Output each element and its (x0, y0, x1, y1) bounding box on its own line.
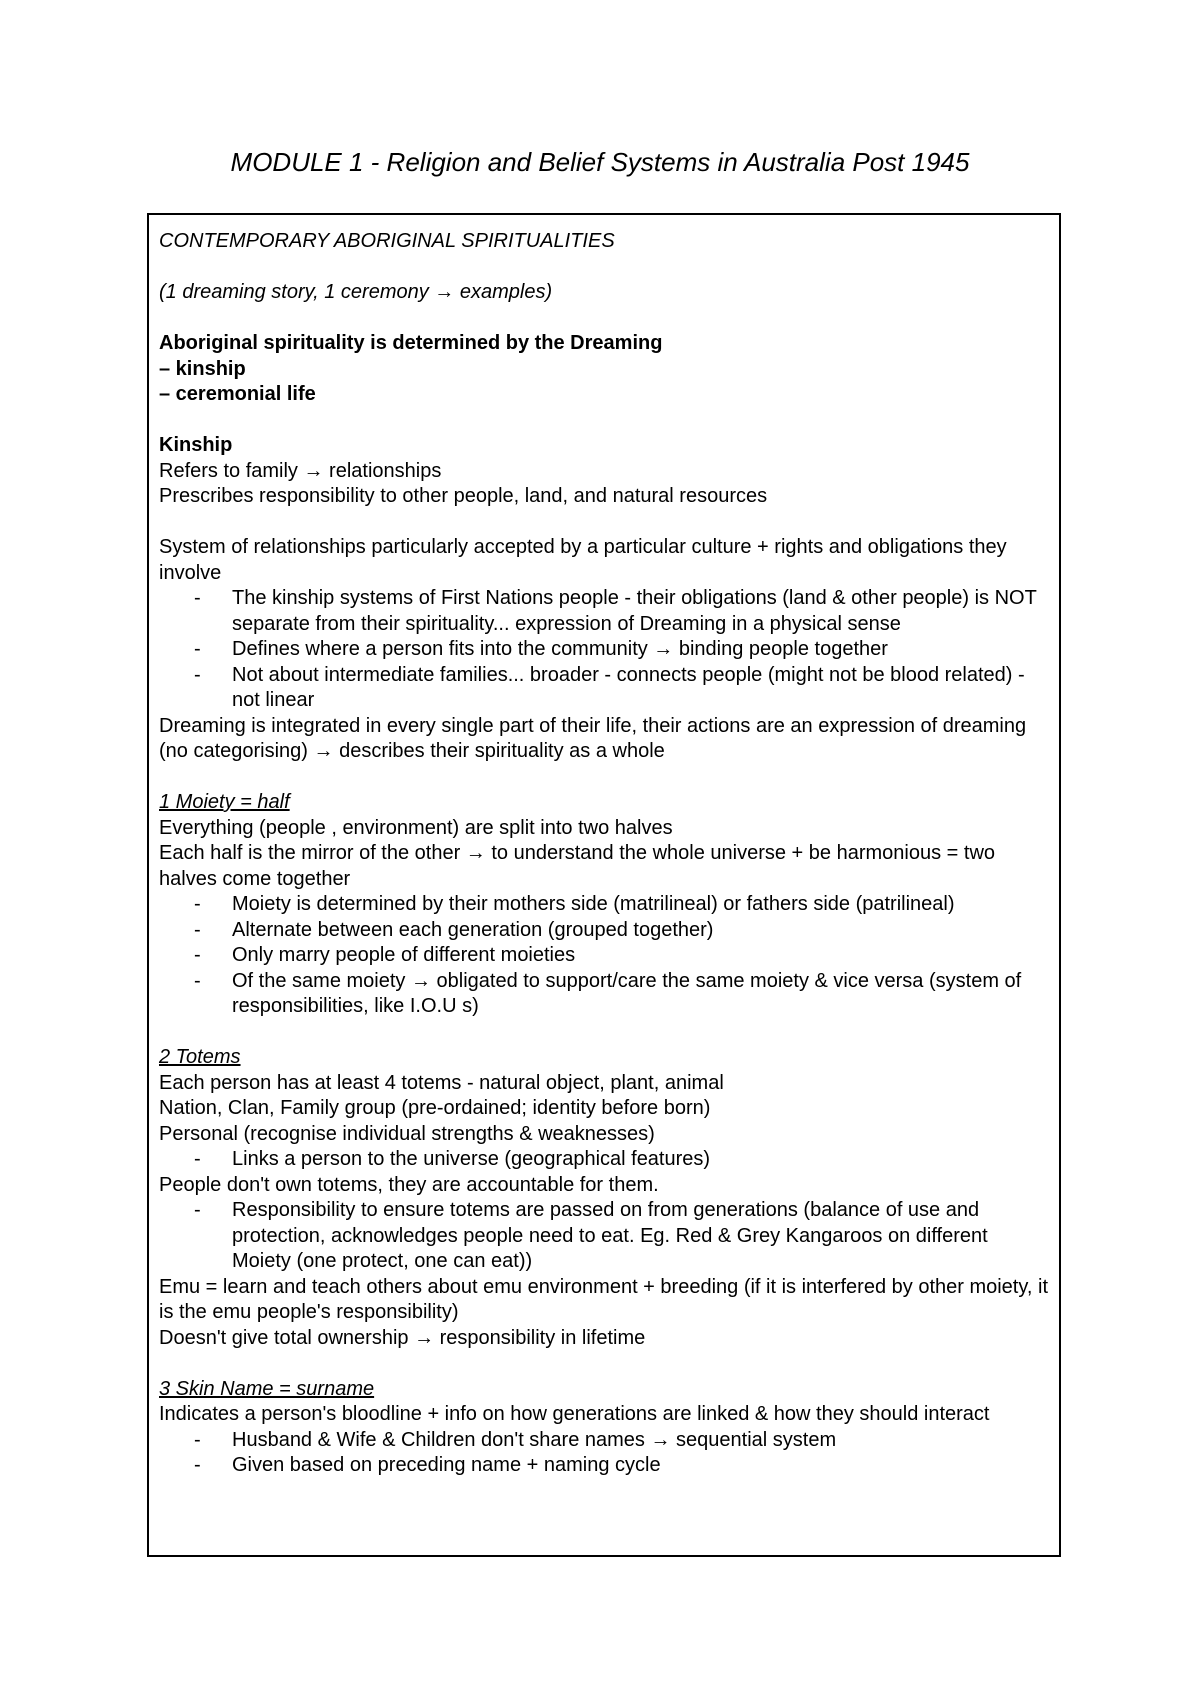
list-item: - Defines where a person fits into the community → binding people together (159, 637, 1049, 663)
list-item: - Not about intermediate families... broader - connects people (might not be blood related) - not linear (159, 663, 1049, 714)
intro-note: (1 dreaming story, 1 ceremony → examples) (159, 281, 553, 303)
main-point-kinship: – kinship (159, 357, 246, 380)
skin-name-line: Indicates a person's bloodline + info on how generations are linked & how they should interact (159, 1403, 990, 1425)
moiety-line: Each half is the mirror of the other → to understand the whole universe + be harmonious = two halves come together (159, 842, 996, 890)
list-item: - Given based on preceding name + naming cycle (159, 1453, 1049, 1479)
main-point-dreaming: Aboriginal spirituality is determined by the Dreaming (159, 332, 663, 354)
kinship-bullets (159, 586, 1049, 714)
skin-name-heading: 3 Skin Name = surname (159, 1377, 375, 1400)
section-heading: CONTEMPORARY ABORIGINAL SPIRITUALITIES (159, 230, 615, 252)
totems-line: Personal (recognise individual strengths & weaknesses) (159, 1122, 655, 1145)
skin-name-bullets (159, 1428, 1049, 1479)
totems-line: Each person has at least 4 totems - natural object, plant, animal (159, 1071, 724, 1094)
kinship-line: Refers to family → relationships (159, 459, 442, 482)
list-item: - Only marry people of different moieties (159, 943, 1049, 969)
list-item: - Alternate between each generation (grouped together) (159, 918, 1049, 944)
totems-line: Nation, Clan, Family group (pre-ordained; identity before born) (159, 1097, 711, 1119)
kinship-line: Prescribes responsibility to other people, land, and natural resources (159, 485, 768, 507)
list-item: - Links a person to the universe (geographical features) (159, 1147, 1049, 1173)
moiety-heading: 1 Moiety = half (159, 791, 290, 813)
kinship-system-intro: System of relationships particularly accepted by a particular culture + rights and obligations they involve (159, 536, 1007, 584)
moiety-bullets (159, 892, 1049, 1020)
main-point-ceremonial: – ceremonial life (159, 383, 316, 405)
list-item: - Of the same moiety → obligated to support/care the same moiety & vice versa (system of responsibilities, like I.O.U s) (159, 969, 1049, 1020)
totems-bullets-1 (159, 1147, 1049, 1173)
totems-middle-line: People don't own totems, they are accountable for them. (159, 1173, 659, 1196)
page-title: MODULE 1 - Religion and Belief Systems in Australia Post 1945 (230, 147, 970, 177)
totems-closing-line: Emu = learn and teach others about emu environment + breeding (if it is interfered by other moiety, it is the emu people's responsibility) (159, 1275, 1048, 1323)
list-item: - Husband & Wife & Children don't share names → sequential system (159, 1428, 1049, 1454)
notes-box (147, 213, 1061, 1557)
kinship-closing: Dreaming is integrated in every single part of their life, their actions are an expression of dreaming (no categorising) → describes their spirituality as a whole (159, 714, 1027, 762)
list-item: - Responsibility to ensure totems are passed on from generations (balance of use and protection, acknowledges people need to eat. Eg. Red & Grey Kangaroos on different Moiety (one protect, one can eat)) (159, 1198, 1049, 1275)
totems-heading: 2 Totems (159, 1046, 241, 1068)
kinship-heading: Kinship (159, 434, 233, 456)
moiety-line: Everything (people , environment) are split into two halves (159, 816, 673, 839)
totems-closing-line: Doesn't give total ownership → responsibility in lifetime (159, 1326, 646, 1349)
list-item: - The kinship systems of First Nations people - their obligations (land & other people) is NOT separate from their spirituality... expression of Dreaming in a physical sense (159, 586, 1049, 637)
totems-bullets-2 (159, 1198, 1049, 1275)
list-item: - Moiety is determined by their mothers side (matrilineal) or fathers side (patrilineal) (159, 892, 1049, 918)
